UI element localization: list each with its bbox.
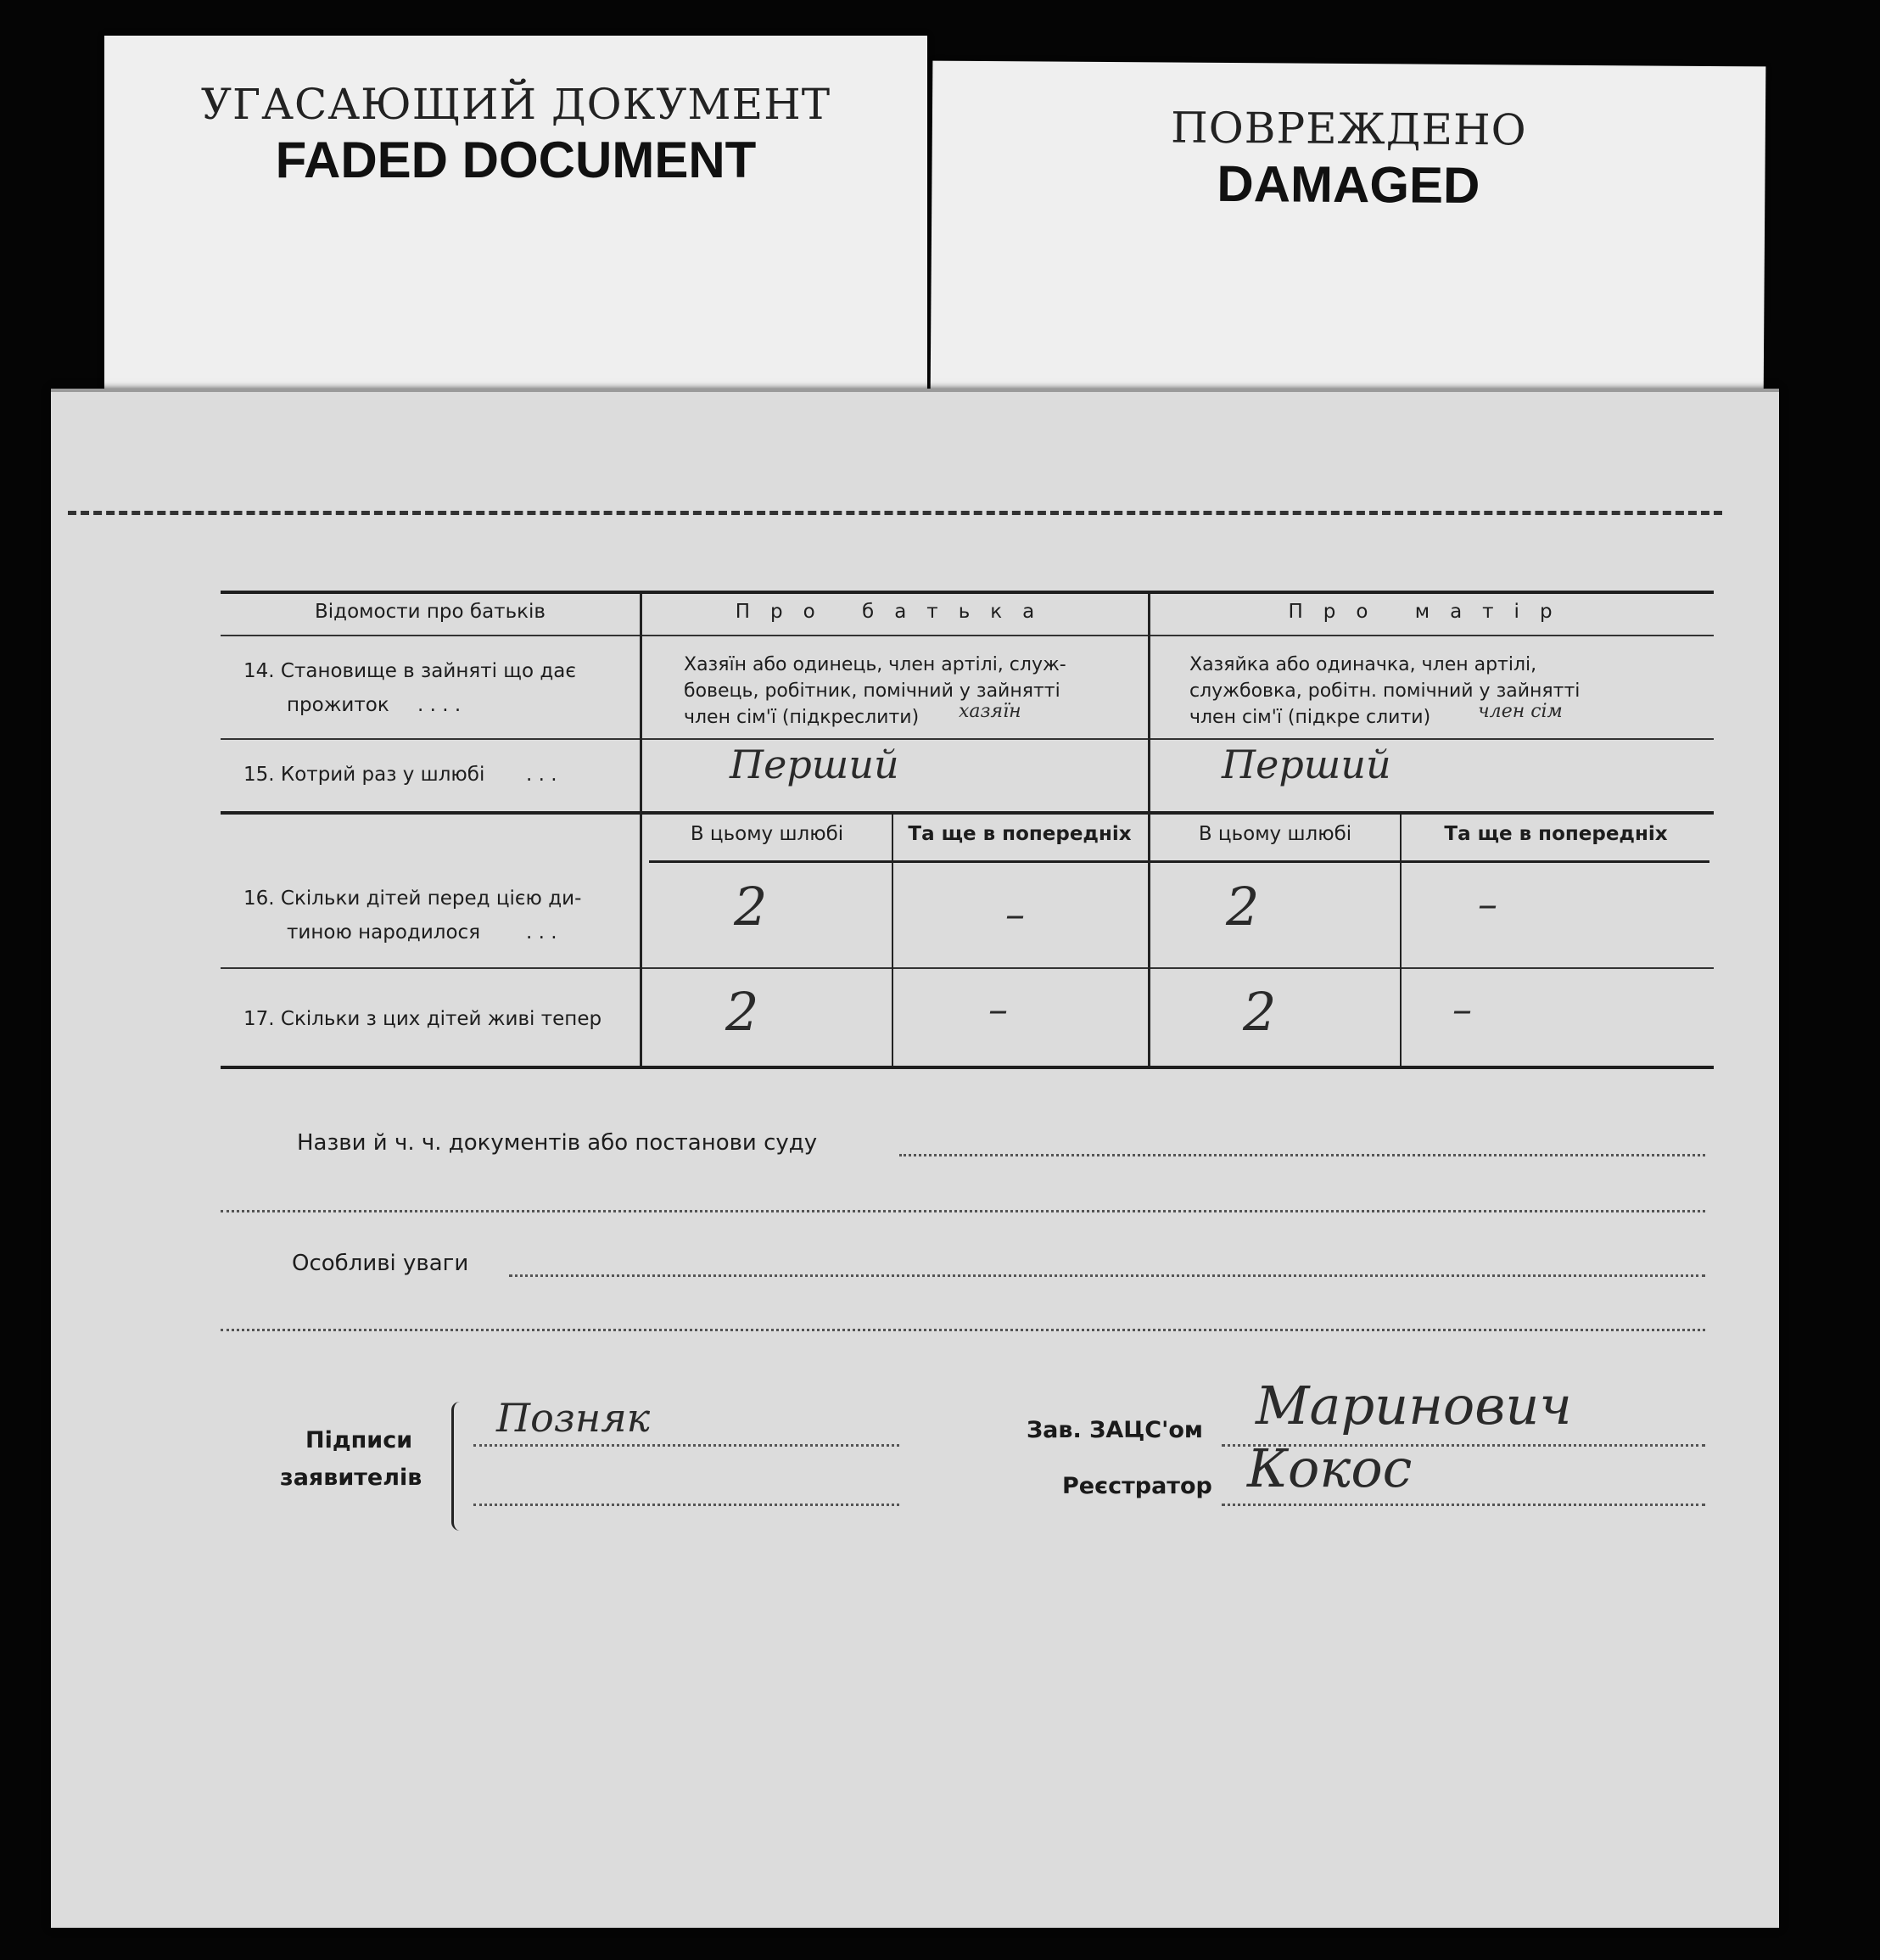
faded-notice-ru: УГАСАЮЩИЙ ДОКУМЕНТ <box>200 80 831 129</box>
remarks-label: Особливі уваги <box>292 1251 469 1276</box>
remarks-line-1 <box>509 1274 1705 1277</box>
row14-label-line1: 14. Становище в зайняті що дає <box>243 660 576 682</box>
row15-rule <box>221 811 1714 815</box>
father-this-marriage-header: В цьому шлюбі <box>690 823 844 845</box>
row14-mother-options-2: службовка, робітн. помічний у зайнятті <box>1189 680 1581 702</box>
row14-father-options-3: член сім'ї (підкреслити) <box>684 707 920 728</box>
documents-line-2 <box>221 1210 1705 1212</box>
registrar-signature: Кокос <box>1247 1437 1413 1499</box>
row16-label-line1: 16. Скільки дітей перед цією ди- <box>243 888 582 910</box>
registrar-sign-line <box>1222 1504 1705 1506</box>
applicants-label-1: Підписи <box>305 1427 413 1453</box>
faded-document-notice <box>104 36 927 400</box>
registration-form-page <box>51 389 1779 1928</box>
mother-this-marriage-header: В цьому шлюбі <box>1198 823 1352 845</box>
head-label: Зав. ЗАЦС'ом <box>1027 1417 1203 1443</box>
perforation-line <box>68 511 1722 515</box>
mother-header: Про матір <box>1288 601 1573 623</box>
table-top-rule <box>221 591 1714 594</box>
damaged-notice-ru: ПОВРЕЖДЕНО <box>1170 103 1527 155</box>
row16-mother-prev: – <box>1478 881 1497 927</box>
row14-father-options-1: Хазяїн або одинець, член артілі, служ- <box>684 654 1066 675</box>
column-divider-father <box>892 815 893 1066</box>
row14-label-line2: прожиток <box>287 694 389 716</box>
row15-label: 15. Котрий раз у шлюбі <box>243 764 485 786</box>
row14-mother-options-1: Хазяйка або одиначка, член артілі, <box>1189 654 1537 675</box>
documents-line-1 <box>899 1154 1705 1156</box>
applicant-sign-line-2 <box>473 1504 899 1506</box>
head-signature: Маринович <box>1256 1375 1572 1436</box>
row14-father-options-2: бовець, робітник, помічний у зайнятті <box>684 680 1060 702</box>
row17-mother-prev: – <box>1452 986 1472 1032</box>
row16-father-this: 2 <box>734 876 768 938</box>
row17-label: 17. Скільки з цих дітей живі тепер <box>243 1008 602 1030</box>
applicants-brace <box>451 1402 466 1531</box>
row15-father-value: Перший <box>730 742 899 787</box>
row17-father-this: 2 <box>725 981 759 1043</box>
parents-info-header: Відомости про батьків <box>315 601 546 623</box>
documents-label: Назви й ч. ч. документів або постанови суду <box>297 1130 818 1156</box>
row14-father-value: хазяїн <box>959 701 1021 722</box>
damaged-notice-en: DAMAGED <box>1217 154 1480 215</box>
row14-rule <box>221 738 1714 740</box>
remarks-line-2 <box>221 1329 1705 1331</box>
row16-father-prev: – <box>1005 891 1025 937</box>
subheader-rule <box>649 860 1709 863</box>
header-rule <box>221 635 1714 636</box>
applicant-sign-line-1 <box>473 1444 899 1447</box>
father-header: Про батька <box>735 601 1055 623</box>
applicants-label-2: заявителів <box>280 1464 422 1491</box>
table-bottom-rule <box>221 1066 1714 1069</box>
row16-rule <box>221 967 1714 969</box>
row14-mother-options-3: член сім'ї (підкре слити) <box>1189 707 1431 728</box>
father-previous-header: Та ще в попередніх <box>908 823 1132 845</box>
row14-mother-value: член сім <box>1478 701 1563 722</box>
row16-label-dots: . . . <box>526 921 557 944</box>
row15-label-dots: . . . <box>526 764 557 786</box>
applicant-signature: Позняк <box>496 1395 651 1441</box>
row17-father-prev: – <box>988 986 1008 1032</box>
row16-mother-this: 2 <box>1226 876 1260 938</box>
column-divider-mother <box>1400 815 1402 1066</box>
faded-notice-en: FADED DOCUMENT <box>275 132 757 188</box>
row17-mother-this: 2 <box>1243 981 1277 1043</box>
row15-mother-value: Перший <box>1222 742 1391 787</box>
damaged-document-notice <box>931 61 1766 406</box>
mother-previous-header: Та ще в попередніх <box>1444 823 1668 845</box>
row16-label-line2: тиною народилося <box>287 921 481 944</box>
row14-label-dots: . . . . <box>417 694 462 716</box>
registrar-label: Реєстратор <box>1062 1473 1212 1499</box>
